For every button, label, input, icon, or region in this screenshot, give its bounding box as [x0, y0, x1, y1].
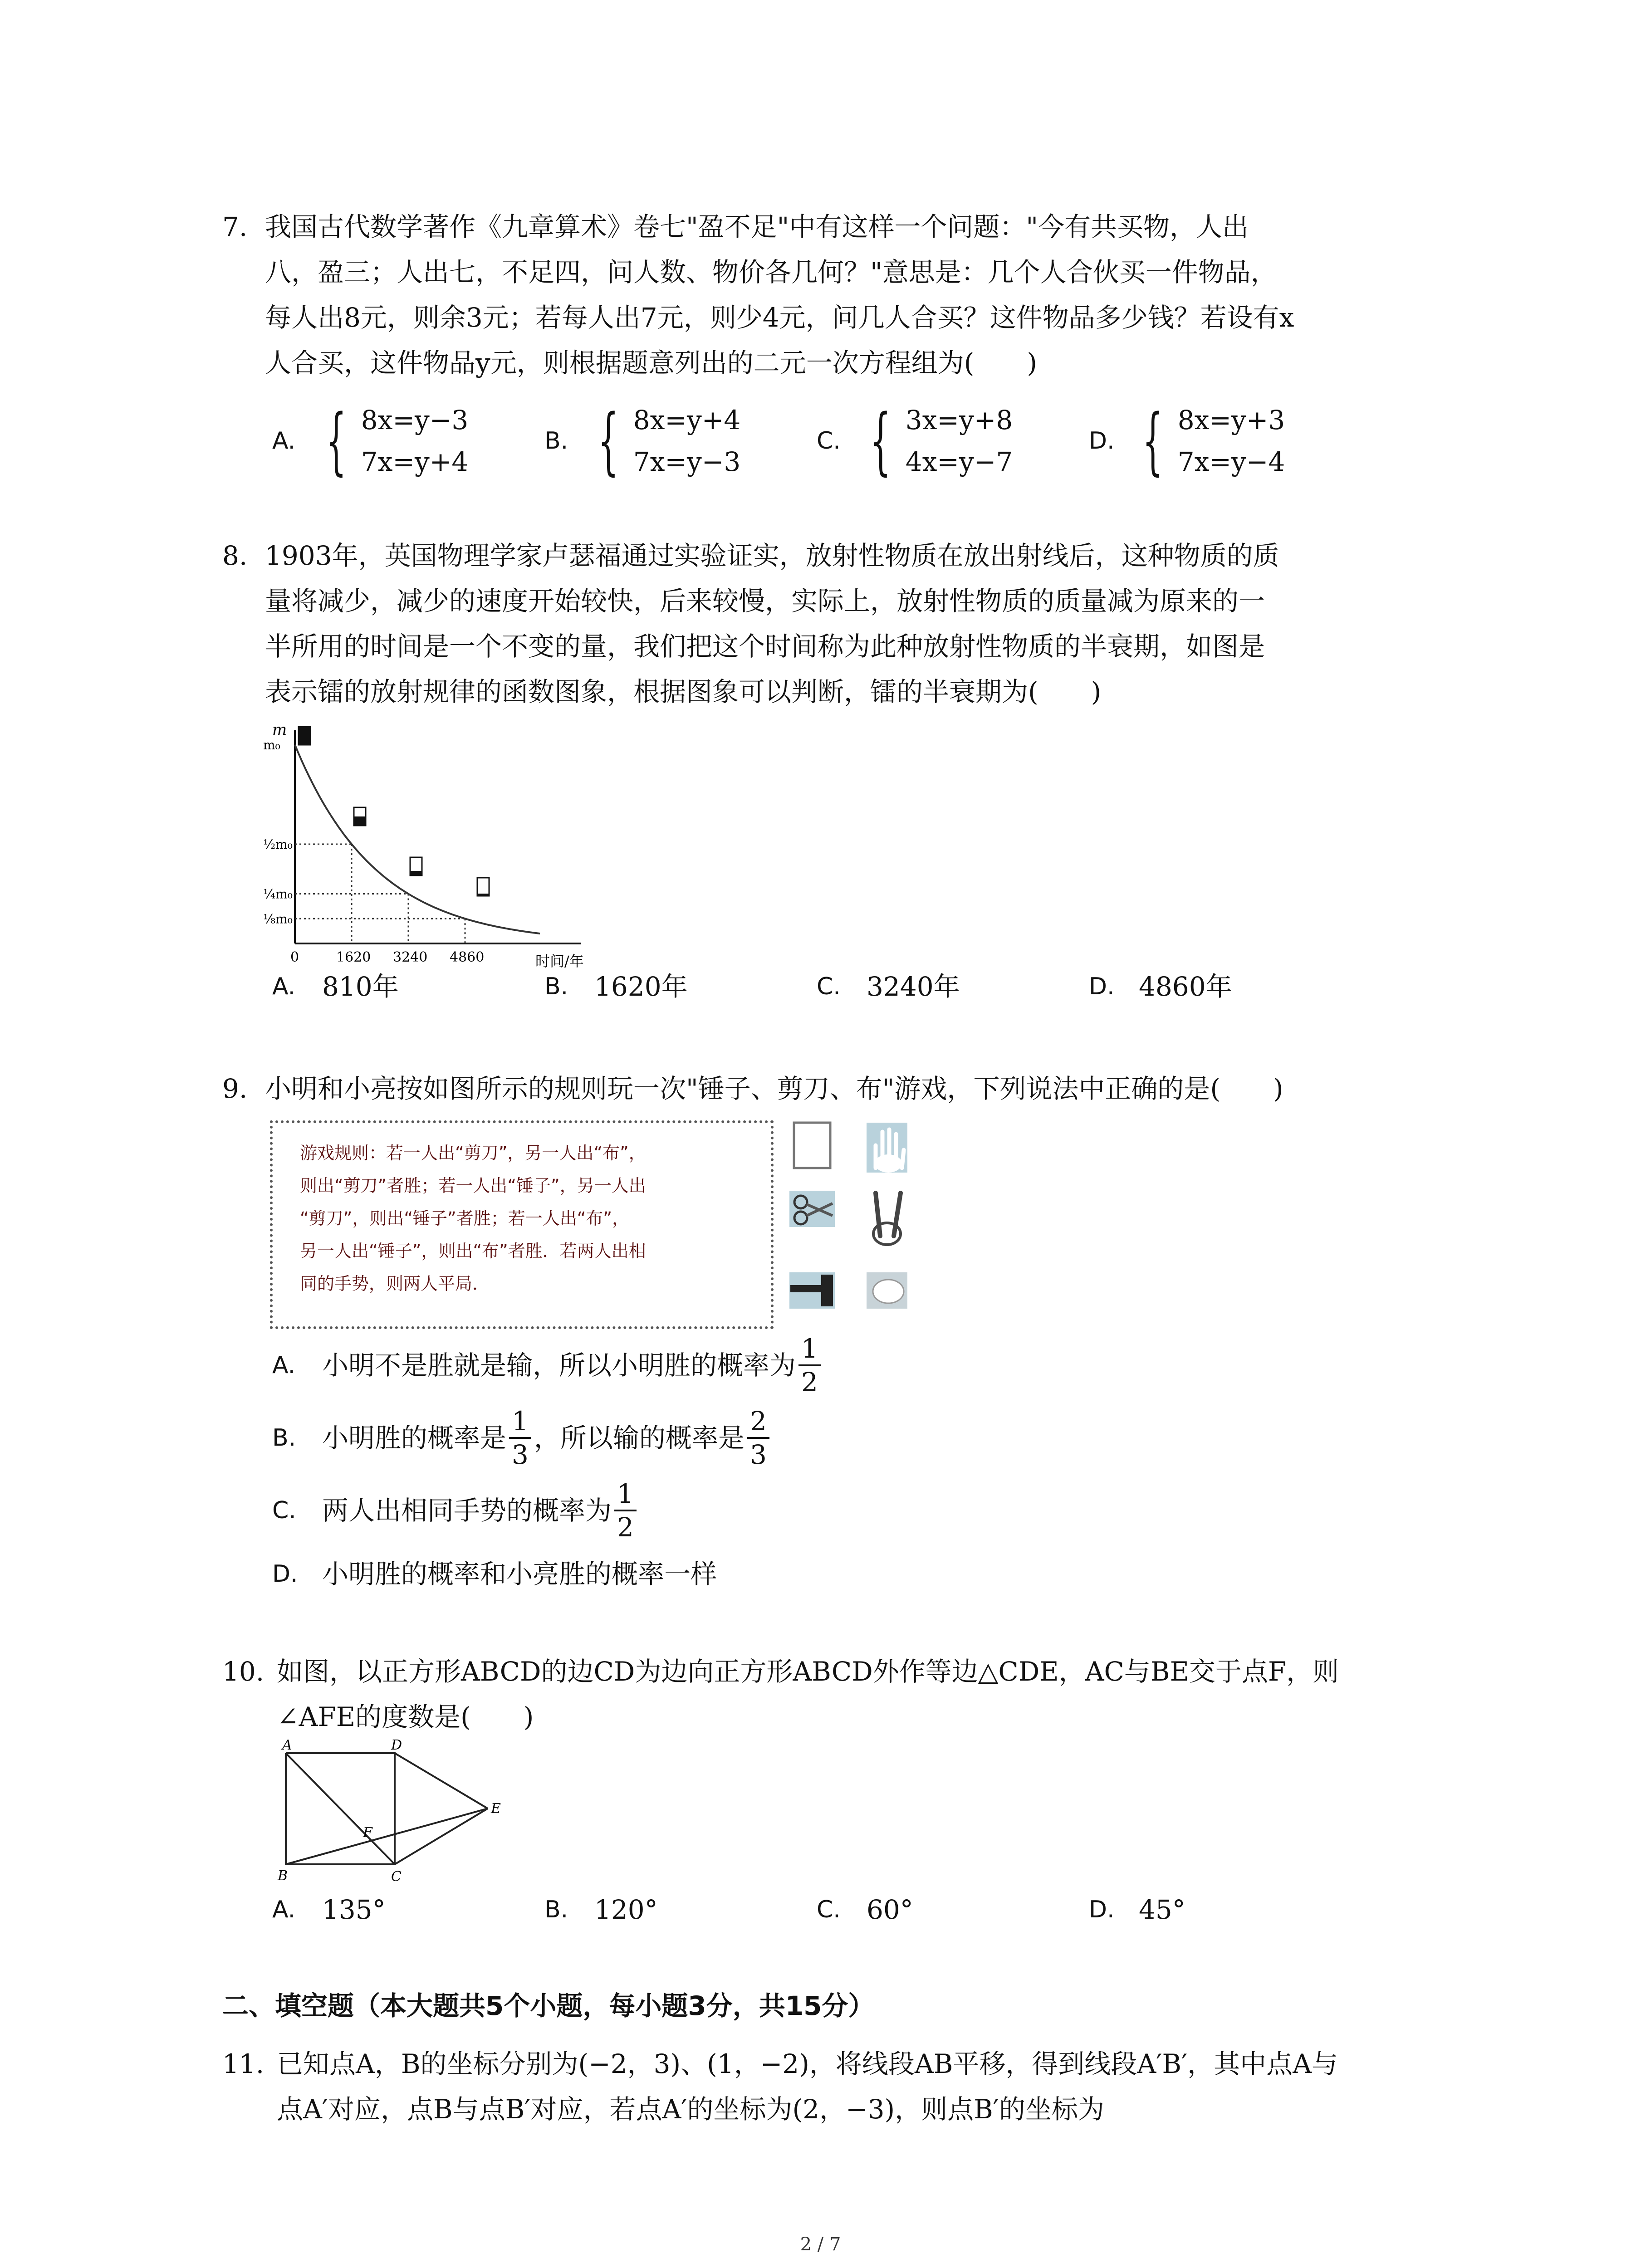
q8-options	[272, 964, 1361, 1009]
square-triangle-figure	[272, 1740, 508, 1889]
rule-line: 则出“剪刀”者胜；若一人出“锤子”，另一人出	[300, 1176, 646, 1196]
x-tick-label: 1620	[336, 949, 371, 965]
option-c[interactable]: C. 3240年	[817, 971, 960, 1002]
point-label: F	[363, 1825, 372, 1841]
y-tick-label: ¼m₀	[263, 886, 293, 902]
point-label: C	[391, 1869, 402, 1885]
scissors-icon	[789, 1191, 835, 1227]
fraction: $\frac{2}{3}$	[747, 1405, 769, 1471]
y-tick-label: ⅛m₀	[263, 911, 293, 927]
fraction: $\frac{1}{2}$	[798, 1333, 821, 1398]
option-d[interactable]: D. 45°	[1089, 1894, 1185, 1925]
x-tick-label: 3240	[393, 949, 428, 965]
option-c[interactable]: C. 60°	[817, 1894, 913, 1925]
option-a[interactable]: A. { 8x=y−3 7x=y+4	[272, 398, 469, 483]
point-label: D	[391, 1740, 402, 1753]
question-text-line: 点A′对应，点B与点B′对应，若点A′的坐标为(2，−3)，则点B′的坐标为	[277, 2094, 1104, 2125]
equation: 7x=y−4	[1177, 446, 1285, 477]
brace-icon: {	[325, 398, 347, 483]
victory-hand-icon	[867, 1186, 907, 1245]
question-number: 7.	[222, 211, 248, 242]
hammer-icon	[789, 1272, 835, 1309]
q10-options	[272, 1887, 1361, 1932]
option-b[interactable]: B. { 8x=y+4 7x=y−3	[544, 398, 741, 483]
equation: 8x=y+3	[1177, 405, 1285, 435]
question-8	[222, 533, 1447, 714]
rule-line: “剪刀”，则出“锤子”者胜；若一人出“布”，	[300, 1208, 630, 1228]
rule-line: 另一人出“锤子”，则出“布”者胜．若两人出相	[300, 1241, 646, 1261]
option-b[interactable]: B. 1620年	[544, 971, 688, 1002]
option-c[interactable]: C. { 3x=y+8 4x=y−7	[817, 398, 1013, 483]
open-hand-icon	[867, 1123, 907, 1173]
y-axis-label: m	[272, 721, 287, 739]
x-tick-label: 4860	[450, 949, 485, 965]
equation: 4x=y−7	[905, 446, 1013, 477]
equation: 8x=y−3	[361, 405, 469, 435]
brace-icon: {	[598, 398, 619, 483]
question-text-line: 小明和小亮按如图所示的规则玩一次"锤子、剪刀、布"游戏，下列说法中正确的是( )	[265, 1073, 1283, 1104]
option-c[interactable]: C. 两人出相同手势的概率为 $\frac{1}{2}$	[272, 1483, 639, 1538]
point-label: E	[491, 1801, 501, 1817]
equation: 7x=y−3	[633, 446, 741, 477]
page-number: 2 / 7	[800, 2234, 841, 2255]
option-a[interactable]: A. 135°	[272, 1894, 386, 1925]
fraction: $\frac{1}{2}$	[614, 1478, 637, 1543]
question-text-line: 如图，以正方形ABCD的边CD为边向正方形ABCD外作等边△CDE，AC与BE交于点F，则	[277, 1656, 1339, 1687]
question-number: 8.	[222, 540, 248, 571]
fraction: $\frac{1}{3}$	[509, 1405, 531, 1471]
section-heading: 二、填空题（本大题共5个小题，每小题3分，共15分）	[222, 1990, 875, 2021]
question-text-line: 已知点A，B的坐标分别为(−2，3)、(1，−2)，将线段AB平移，得到线段A′B′，其中点A与	[277, 2048, 1338, 2079]
x-tick-label: 0	[290, 949, 299, 965]
jar-icon	[477, 878, 489, 896]
option-a[interactable]: A. 小明不是胜就是输，所以小明胜的概率为 $\frac{1}{2}$	[272, 1338, 823, 1393]
y-tick-label: ½m₀	[263, 837, 293, 852]
paper-icon	[794, 1123, 830, 1168]
gesture-icons	[785, 1118, 921, 1331]
game-rules-box	[270, 1120, 774, 1329]
equation: 7x=y+4	[361, 446, 469, 477]
jar-icon	[410, 857, 422, 875]
question-text-line: 八，盈三；人出七，不足四，问人数、物价各几何？"意思是：几个人合伙买一件物品，	[265, 257, 1277, 288]
option-d[interactable]: D. { 8x=y+3 7x=y−4	[1089, 398, 1285, 483]
rule-line: 游戏规则：若一人出“剪刀”，另一人出“布”，	[300, 1143, 646, 1163]
question-10	[222, 1649, 1447, 1740]
question-9	[222, 1066, 1447, 1111]
question-text-line: 每人出8元，则余3元；若每人出7元，则少4元，问几人合买？这件物品多少钱？若设有x	[265, 302, 1294, 333]
q7-options	[272, 399, 1361, 483]
question-text-line: 人合买，这件物品y元，则根据题意列出的二元一次方程组为( )	[265, 347, 1038, 378]
point-label: B	[278, 1868, 288, 1884]
question-text-line: ∠AFE的度数是( )	[277, 1701, 534, 1732]
question-text-line: 1903年，英国物理学家卢瑟福通过实验证实，放射性物质在放出射线后，这种物质的质	[265, 540, 1279, 571]
y-tick-label: m₀	[263, 738, 280, 753]
brace-icon: {	[870, 398, 891, 483]
point-label: A	[282, 1740, 292, 1753]
question-number: 9.	[222, 1073, 248, 1104]
question-number: 10.	[222, 1656, 265, 1687]
question-text-line: 半所用的时间是一个不变的量，我们把这个时间称为此种放射性物质的半衰期，如图是	[265, 631, 1265, 662]
x-axis-label: 时间/年	[535, 953, 584, 970]
option-a[interactable]: A. 810年	[272, 971, 399, 1002]
question-text-line: 我国古代数学著作《九章算术》卷七"盈不足"中有这样一个问题："今有共买物，人出	[265, 211, 1249, 242]
question-11	[222, 2041, 1447, 2132]
option-b[interactable]: B. 120°	[544, 1894, 658, 1925]
brace-icon: {	[1142, 398, 1163, 483]
question-number: 11.	[222, 2048, 265, 2079]
equation: 8x=y+4	[633, 405, 741, 435]
option-b[interactable]: B. 小明胜的概率是 $\frac{1}{3}$ ，所以输的概率是 $\frac{2}{3}$	[272, 1411, 772, 1465]
option-d[interactable]: D. 小明胜的概率和小亮胜的概率一样	[272, 1559, 717, 1589]
rule-line: 同的手势，则两人平局．	[300, 1274, 490, 1294]
fist-icon	[867, 1272, 907, 1309]
jar-icon	[354, 807, 366, 826]
decay-curve	[295, 745, 540, 934]
equation: 3x=y+8	[905, 405, 1013, 435]
option-d[interactable]: D. 4860年	[1089, 971, 1232, 1002]
question-text-line: 表示镭的放射规律的函数图象，根据图象可以判断，镭的半衰期为( )	[265, 676, 1102, 707]
jar-icon	[299, 727, 310, 745]
decay-chart	[254, 721, 590, 975]
question-7	[222, 204, 1447, 386]
question-text-line: 量将减少，减少的速度开始较快，后来较慢，实际上，放射性物质的质量减为原来的一	[265, 586, 1265, 616]
